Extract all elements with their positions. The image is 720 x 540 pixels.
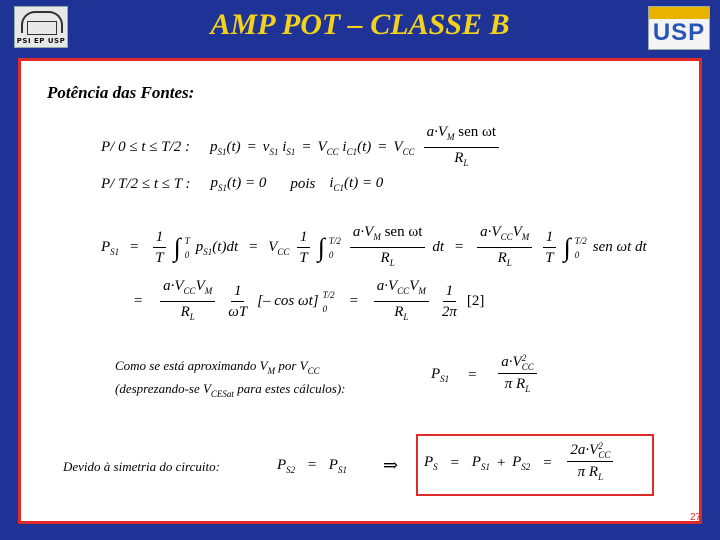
equation-1: P/ 0 ≤ t ≤ T/2 : $p_{S1}(t)$ = $v_{S1}$ $i_{S1}$ = $V_{CC}$ $i_{C1}(t)$ = $V_{CC}$ $\frac{a\cdot V_M sen \omega t}{R_L}$ <box>101 123 502 172</box>
equation-2: P/ T/2 ≤ t ≤ T : $p_{S1}(t) = 0$ pois $i_{C1}(t) = 0$ <box>101 175 384 193</box>
psi-ep-usp-logo: PSI EP USP <box>14 6 68 48</box>
slide-content <box>18 58 702 524</box>
slide-title: AMP POT – CLASSE B <box>210 8 510 41</box>
ps1-approx-equation: $P_{S1}$ = a·V 2 CC π $R_L$ <box>431 353 540 398</box>
equation-3: $P_{S1}$ = $\frac{1}{T}$ ∫ T 0 $p_{S1}(t)dt$ = $V_{CC}$ $\frac{1}{T}$ ∫ T/2 0 $\frac{a\cdot V_M sen \omega t}{R_L}$ dt = $\frac{a\cdot V_{CC}V_M}{R_L}$ $\frac{1}{T}$ ∫ T/2 0 sen ωt dt <box>101 224 647 268</box>
approximation-note: Como se está aproximando $V_M$ por $V_{CC}$ (desprezando-se $V_{CESat}$ para estes cálculos): <box>115 358 346 399</box>
implies-arrow: ⇒ <box>383 455 399 475</box>
usp-logo: USP <box>648 6 710 50</box>
ps2-equals-ps1: $P_{S2} = P_{S1}$ <box>277 457 347 475</box>
page-number: 27 <box>690 512 702 523</box>
symmetry-text: Devido à simetria do circuito: <box>63 459 220 474</box>
section-title: Potência das Fontes: <box>47 83 195 102</box>
equation-4: = $\frac{a\cdot V_{CC}V_M}{R_L}$ $\frac{1}{\omega T}$ [– cos ωt] T/2 0 = $\frac{a\cdot V_{CC}V_M}{R_L}$ $\frac{1}{2\pi}$ [2] <box>133 278 485 322</box>
slide-header <box>0 0 720 56</box>
total-power-equation: $P_S$ = $P_{S1}$ + $P_{S2}$ = 2a·V 2 CC π $R_L$ <box>424 441 616 486</box>
